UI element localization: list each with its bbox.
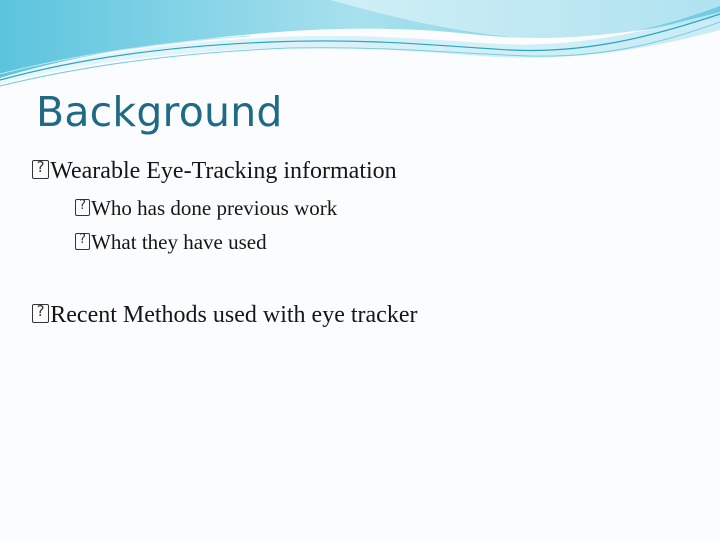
missing-glyph-icon (32, 160, 49, 180)
bullet-text: Wearable Eye-Tracking information (50, 158, 397, 184)
missing-glyph-icon (75, 233, 90, 250)
slide-title: Background (36, 88, 283, 136)
bullet-text: What they have used (91, 230, 267, 254)
bullet-text: Who has done previous work (91, 196, 338, 220)
missing-glyph-icon (75, 199, 90, 216)
bullet-item (75, 230, 267, 255)
bullet-item (32, 302, 417, 329)
bullet-item (32, 158, 397, 185)
bullet-text: Recent Methods used with eye tracker (50, 302, 418, 328)
missing-glyph-icon (32, 304, 49, 324)
bullet-item (75, 196, 337, 221)
